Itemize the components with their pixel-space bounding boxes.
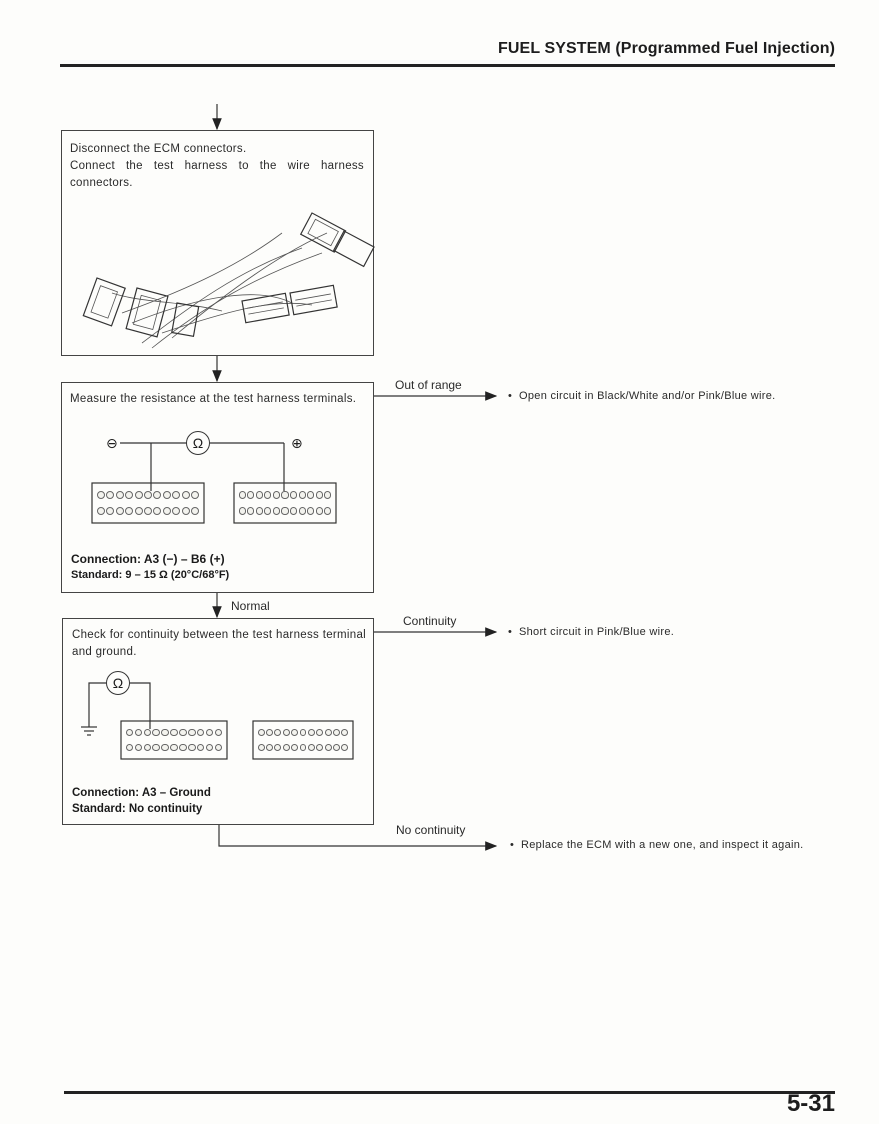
- conn-b-pin-17: [281, 507, 288, 514]
- connector-c-pins: [125, 725, 223, 755]
- conn-d-pin-18: [308, 744, 315, 751]
- result-out-of-range: Open circuit in Black/White and/or Pink/Blue wire.: [519, 390, 776, 402]
- conn-b-pin-6: [281, 491, 288, 498]
- conn-a-pin-18: [153, 507, 161, 515]
- continuity-label: Continuity: [403, 614, 457, 628]
- conn-a-pin-17: [144, 507, 152, 515]
- conn-c-pin-15: [152, 744, 159, 751]
- ohmmeter-symbol: Ω: [186, 431, 210, 455]
- conn-c-pin-17: [170, 744, 177, 751]
- step3-instructions: Check for continuity between the test harness terminal and ground.: [72, 629, 366, 658]
- conn-b-pin-1: [239, 491, 246, 498]
- step1-instructions: Disconnect the ECM connectors. Connect the test harness to the wire harness connectors.: [70, 143, 364, 189]
- conn-c-pin-8: [188, 729, 195, 736]
- conn-d-pin-1: [258, 729, 265, 736]
- test-harness-illustration: [82, 193, 372, 353]
- conn-d-pin-16: [291, 744, 298, 751]
- conn-c-pin-1: [126, 729, 133, 736]
- conn-c-pin-20: [197, 744, 204, 751]
- conn-b-pin-14: [256, 507, 263, 514]
- conn-c-pin-5: [161, 729, 168, 736]
- conn-d-pin-6: [300, 729, 307, 736]
- conn-c-pin-13: [135, 744, 142, 751]
- conn-d-pin-3: [274, 729, 281, 736]
- result-bullet-1: •: [508, 390, 513, 402]
- conn-d-pin-10: [333, 729, 340, 736]
- conn-b-pin-21: [316, 507, 323, 514]
- conn-d-pin-20: [325, 744, 332, 751]
- conn-a-pin-20: [172, 507, 180, 515]
- result-bullet-3: •: [510, 839, 515, 851]
- conn-a-pin-7: [153, 491, 161, 499]
- conn-c-pin-16: [161, 744, 168, 751]
- conn-a-pin-19: [163, 507, 171, 515]
- conn-c-pin-6: [170, 729, 177, 736]
- conn-b-pin-16: [273, 507, 280, 514]
- result-bullet-2: •: [508, 626, 513, 638]
- conn-b-pin-9: [307, 491, 314, 498]
- conn-d-pin-11: [341, 729, 348, 736]
- conn-c-pin-9: [197, 729, 204, 736]
- conn-b-pin-8: [299, 491, 306, 498]
- footer-rule: [64, 1091, 835, 1094]
- conn-a-pin-8: [163, 491, 171, 499]
- conn-a-pin-22: [191, 507, 199, 515]
- step2-standard: Standard: 9 – 15 Ω (20°C/68°F): [71, 569, 230, 581]
- conn-b-pin-13: [247, 507, 254, 514]
- conn-d-pin-5: [291, 729, 298, 736]
- conn-d-pin-19: [316, 744, 323, 751]
- conn-d-pin-4: [283, 729, 290, 736]
- conn-c-pin-18: [179, 744, 186, 751]
- connector-b-pins: [238, 487, 332, 519]
- conn-b-pin-7: [290, 491, 297, 498]
- conn-d-pin-14: [274, 744, 281, 751]
- step1-box: [61, 130, 374, 356]
- conn-c-pin-11: [215, 729, 222, 736]
- negative-probe-symbol: ⊖: [106, 435, 118, 451]
- conn-a-pin-15: [125, 507, 133, 515]
- no-continuity-label: No continuity: [396, 823, 466, 837]
- conn-d-pin-21: [333, 744, 340, 751]
- normal-label: Normal: [231, 599, 270, 613]
- conn-a-pin-13: [106, 507, 114, 515]
- conn-d-pin-8: [316, 729, 323, 736]
- conn-b-pin-10: [316, 491, 323, 498]
- conn-a-pin-3: [116, 491, 124, 499]
- page-header-title: FUEL SYSTEM (Programmed Fuel Injection): [498, 40, 835, 57]
- conn-c-pin-10: [206, 729, 213, 736]
- step2-box: [61, 382, 374, 593]
- conn-b-pin-11: [324, 491, 331, 498]
- connector-d-pins: [257, 725, 349, 755]
- step3-standard: Standard: No continuity: [72, 803, 203, 815]
- conn-b-pin-18: [290, 507, 297, 514]
- conn-d-pin-9: [325, 729, 332, 736]
- result-continuity: Short circuit in Pink/Blue wire.: [519, 626, 675, 638]
- ohmmeter-symbol-2: Ω: [106, 671, 130, 695]
- conn-d-pin-7: [308, 729, 315, 736]
- conn-d-pin-2: [266, 729, 273, 736]
- out-of-range-label: Out of range: [395, 378, 462, 392]
- conn-c-pin-12: [126, 744, 133, 751]
- conn-d-pin-13: [266, 744, 273, 751]
- conn-d-pin-15: [283, 744, 290, 751]
- conn-a-pin-5: [135, 491, 143, 499]
- conn-d-pin-17: [300, 744, 307, 751]
- result-no-continuity: Replace the ECM with a new one, and inspect it again.: [521, 839, 804, 851]
- conn-c-pin-3: [144, 729, 151, 736]
- conn-b-pin-12: [239, 507, 246, 514]
- conn-a-pin-16: [135, 507, 143, 515]
- conn-b-pin-5: [273, 491, 280, 498]
- connector-a-pins: [96, 487, 200, 519]
- step2-instructions: Measure the resistance at the test harness terminals.: [70, 393, 357, 405]
- conn-c-pin-21: [206, 744, 213, 751]
- conn-c-pin-7: [179, 729, 186, 736]
- conn-b-pin-20: [307, 507, 314, 514]
- conn-b-pin-19: [299, 507, 306, 514]
- step2-connection: Connection: A3 (−) – B6 (+): [71, 552, 225, 566]
- conn-b-pin-15: [264, 507, 271, 514]
- conn-a-pin-10: [182, 491, 190, 499]
- positive-probe-symbol: ⊕: [291, 435, 303, 451]
- step3-box: [62, 618, 374, 825]
- conn-d-pin-12: [258, 744, 265, 751]
- conn-a-pin-9: [172, 491, 180, 499]
- conn-a-pin-21: [182, 507, 190, 515]
- conn-a-pin-1: [97, 491, 105, 499]
- conn-c-pin-14: [144, 744, 151, 751]
- conn-b-pin-3: [256, 491, 263, 498]
- conn-b-pin-2: [247, 491, 254, 498]
- conn-c-pin-2: [135, 729, 142, 736]
- conn-b-pin-22: [324, 507, 331, 514]
- step3-connection: Connection: A3 – Ground: [72, 787, 211, 799]
- conn-a-pin-4: [125, 491, 133, 499]
- conn-a-pin-14: [116, 507, 124, 515]
- conn-c-pin-4: [152, 729, 159, 736]
- conn-b-pin-4: [264, 491, 271, 498]
- conn-a-pin-11: [191, 491, 199, 499]
- conn-a-pin-12: [97, 507, 105, 515]
- page-number: 5-31: [786, 1090, 835, 1117]
- conn-c-pin-22: [215, 744, 222, 751]
- conn-d-pin-22: [341, 744, 348, 751]
- conn-c-pin-19: [188, 744, 195, 751]
- conn-a-pin-6: [144, 491, 152, 499]
- conn-a-pin-2: [106, 491, 114, 499]
